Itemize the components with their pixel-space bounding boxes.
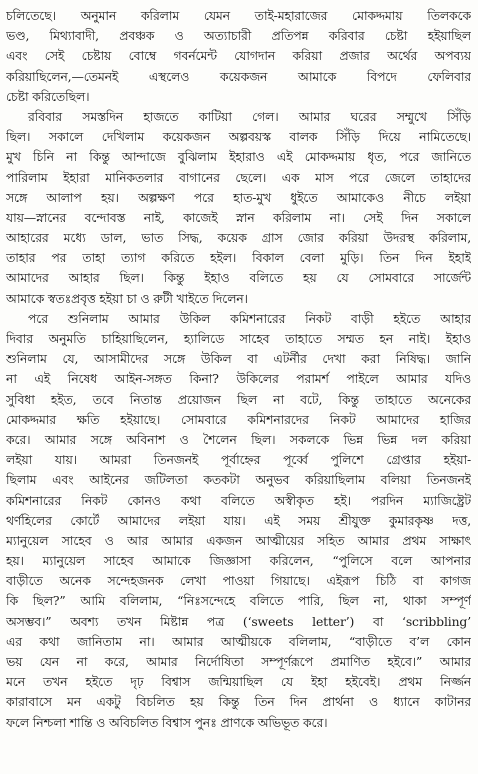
- body-text: [6, 6, 471, 733]
- text-line: কমিশনারের নিকট কোনও কথা বলিতে অস্বীকৃত হই। পরদিন ম্যাজিষ্ট্রেট: [6, 492, 471, 508]
- text-line: লইয়া যায়। আমরা তিনজনই পূর্বাহ্নের পূর্ব্বে পুলিশে গ্রেপ্তার হইয়া-: [6, 452, 471, 468]
- text-line: শুনিলাম যে, আসামীদের সঙ্গে উকিল বা এটর্নীর দেখা করা নিষিদ্ধ। জানি: [6, 351, 471, 367]
- text-line: ভয় যেন না করে, আমার নির্দোষিতা সম্পূর্ণরূপে প্রমাণিত হইবে।” আমার: [6, 654, 471, 669]
- text-line: এর কথা জানিতাম না। আমার আত্মীয়কে বলিলাম, “বাড়ীতে ব’ল কোন: [6, 633, 471, 649]
- text-line: অসম্ভব।” অবশ্য তখন মিষ্টান্ন পত্র (‘sweets letter’) বা ‘scribbling’: [6, 613, 471, 629]
- text-line: মুখ চিনি না কিন্তু আন্দাজে বুঝিলাম ইহারাও এই মোকদ্দমায় ধৃত, পরে জানিতে: [6, 149, 471, 165]
- text-line: ছিল। সকালে দেখিলাম কয়েকজন অল্পবয়স্ক বালক সিঁড়ি দিয়ে নামিতেছে।: [6, 129, 471, 145]
- paragraph: [6, 309, 471, 733]
- text-line: ম্যানুয়েল সাহেব ও আর আমার একজন আত্মীয়ের সহিত আমার প্রথম সাক্ষাৎ: [6, 532, 471, 548]
- paragraph: [6, 6, 471, 107]
- text-line: কারাবাসে মন একটু বিচলিত হয় কিন্তু তিন দিন প্রার্থনা ও ধ্যানে কাটানর: [6, 694, 471, 710]
- text-line: থর্ণহিলের কোর্টে আমাদের লইয়া যায়। এই সময় শ্রীযুক্ত কুমারকৃষ্ণ দত্ত,: [6, 512, 471, 528]
- text-line: চেষ্টা করিতেছিল।: [6, 88, 90, 104]
- text-line: আহারের মধ্যে ডাল, ভাত সিদ্ধ, কয়েক গ্রাস জোর করিয়া উদরস্থ করিলাম,: [6, 230, 471, 246]
- text-line: মনে তখন হইতে দৃঢ় বিশ্বাস জন্মিয়াছিল যে ইহা হইবেই। প্রথম নির্জ্জন: [6, 674, 471, 690]
- text-line: যায়—স্নানের বন্দোবস্ত নাই, কাজেই স্নান করিলাম না। সেই দিন সকালে: [6, 209, 471, 225]
- text-line: পারিলাম ইহারা মানিকতলার বাগানের ছেলে। এক মাস পরে জেলে তাহাদের: [6, 169, 471, 185]
- text-line: ছিলাম এবং আইনের জটিলতা কতকটা অনুভব করিয়াছিলাম বলিয়া তিনজনই: [6, 472, 471, 488]
- text-line: আমাকে স্বতঃপ্রবৃত্ত হইয়া চা ও রুটী খাইতে দিলেন।: [6, 290, 248, 306]
- text-line: কি ছিল?” আমি বলিলাম, “নিঃসন্দেহে বলিতে পারি, ছিল না, থাকা সম্পূর্ণ: [6, 593, 471, 609]
- text-line: ভণ্ড, মিথ্যাবাদী, প্রবঞ্চক ও অত্যাচারী প্রতিপন্ন করিবার চেষ্টা হইয়াছিল: [6, 28, 471, 44]
- text-line: করে। আমার সঙ্গে অবিনাশ ও শৈলেন ছিল। সকলকে ভিন্ন ভিন্ন দল করিয়া: [6, 431, 471, 447]
- text-line: মোকদ্দমার ক্ষতি হইয়াছে। সোমবারে কমিশনারদের নিকট আমাদের হাজির: [6, 411, 471, 427]
- text-line: করিয়াছিলেন,—তেমনই এস্থলেও কয়েকজন আমাকে বিপদে ফেলিবার: [6, 68, 471, 84]
- text-line: হয়। ম্যানুয়েল সাহেব আমাকে জিজ্ঞাসা করিলেন, “পুলিসে বলে আপনার: [6, 553, 471, 569]
- text-line: পরে শুনিলাম আমার উকিল কমিশনারের নিকট বাড়ী হইতে আহার: [28, 310, 471, 326]
- text-line: না এই নিষেধ আইন-সঙ্গত কিনা? উকিলের পরামর্শ পাইলে আমার যদিও: [6, 371, 471, 387]
- paragraph: [6, 107, 471, 309]
- text-line: চলিতেছে। অনুমান করিলাম যেমন তাই-মহারাজের মোকদ্দমায় তিলককে: [6, 8, 471, 23]
- text-line: এবং সেই চেষ্টায় বোম্বে গবর্নমেন্ট যোগদান করিয়া প্রজার অর্থের অপব্যয়: [6, 48, 471, 64]
- text-line: রবিবার সমস্তদিন হাজতে কাটিয়া গেল। আমার ঘরের সম্মুখে সিঁড়ি: [28, 108, 471, 124]
- text-line: সুবিধা হইত, তবে নিতান্ত প্রয়োজন ছিল না বটে, কিন্তু তাহাতে অনেকের: [6, 391, 471, 407]
- text-line: সঙ্গে আলাপ হয়। অল্পক্ষণ পরে হাত-মুখ ধুইতে আমাকেও নীচে লইয়া: [6, 189, 471, 205]
- text-line: তাহার পর তাহা ত্যাগ করিতে হইল। বিকাল বেলা মুড়ি। তিন দিন ইহাই: [6, 250, 471, 266]
- text-line: দিবার অনুমতি চাহিয়াছিলেন, হ্যালিডে সাহেব তাহাতে সম্মত হন নাই। ইহাও: [6, 331, 471, 346]
- text-line: বাড়ীতে অনেক সন্দেহজনক লেখা পাওয়া গিয়াছে। এইরূপ চিঠি বা কাগজ: [6, 573, 471, 589]
- text-line: ফলে নিশ্চলা শান্তি ও অবিচলিত বিশ্বাস পুনঃ প্রাণকে অভিভূত করে।: [6, 714, 328, 730]
- text-line: আমাদের আহার ছিল। কিন্তু ইহাও বলিতে হয় যে সোমবারে সার্জেন্ট: [6, 270, 471, 286]
